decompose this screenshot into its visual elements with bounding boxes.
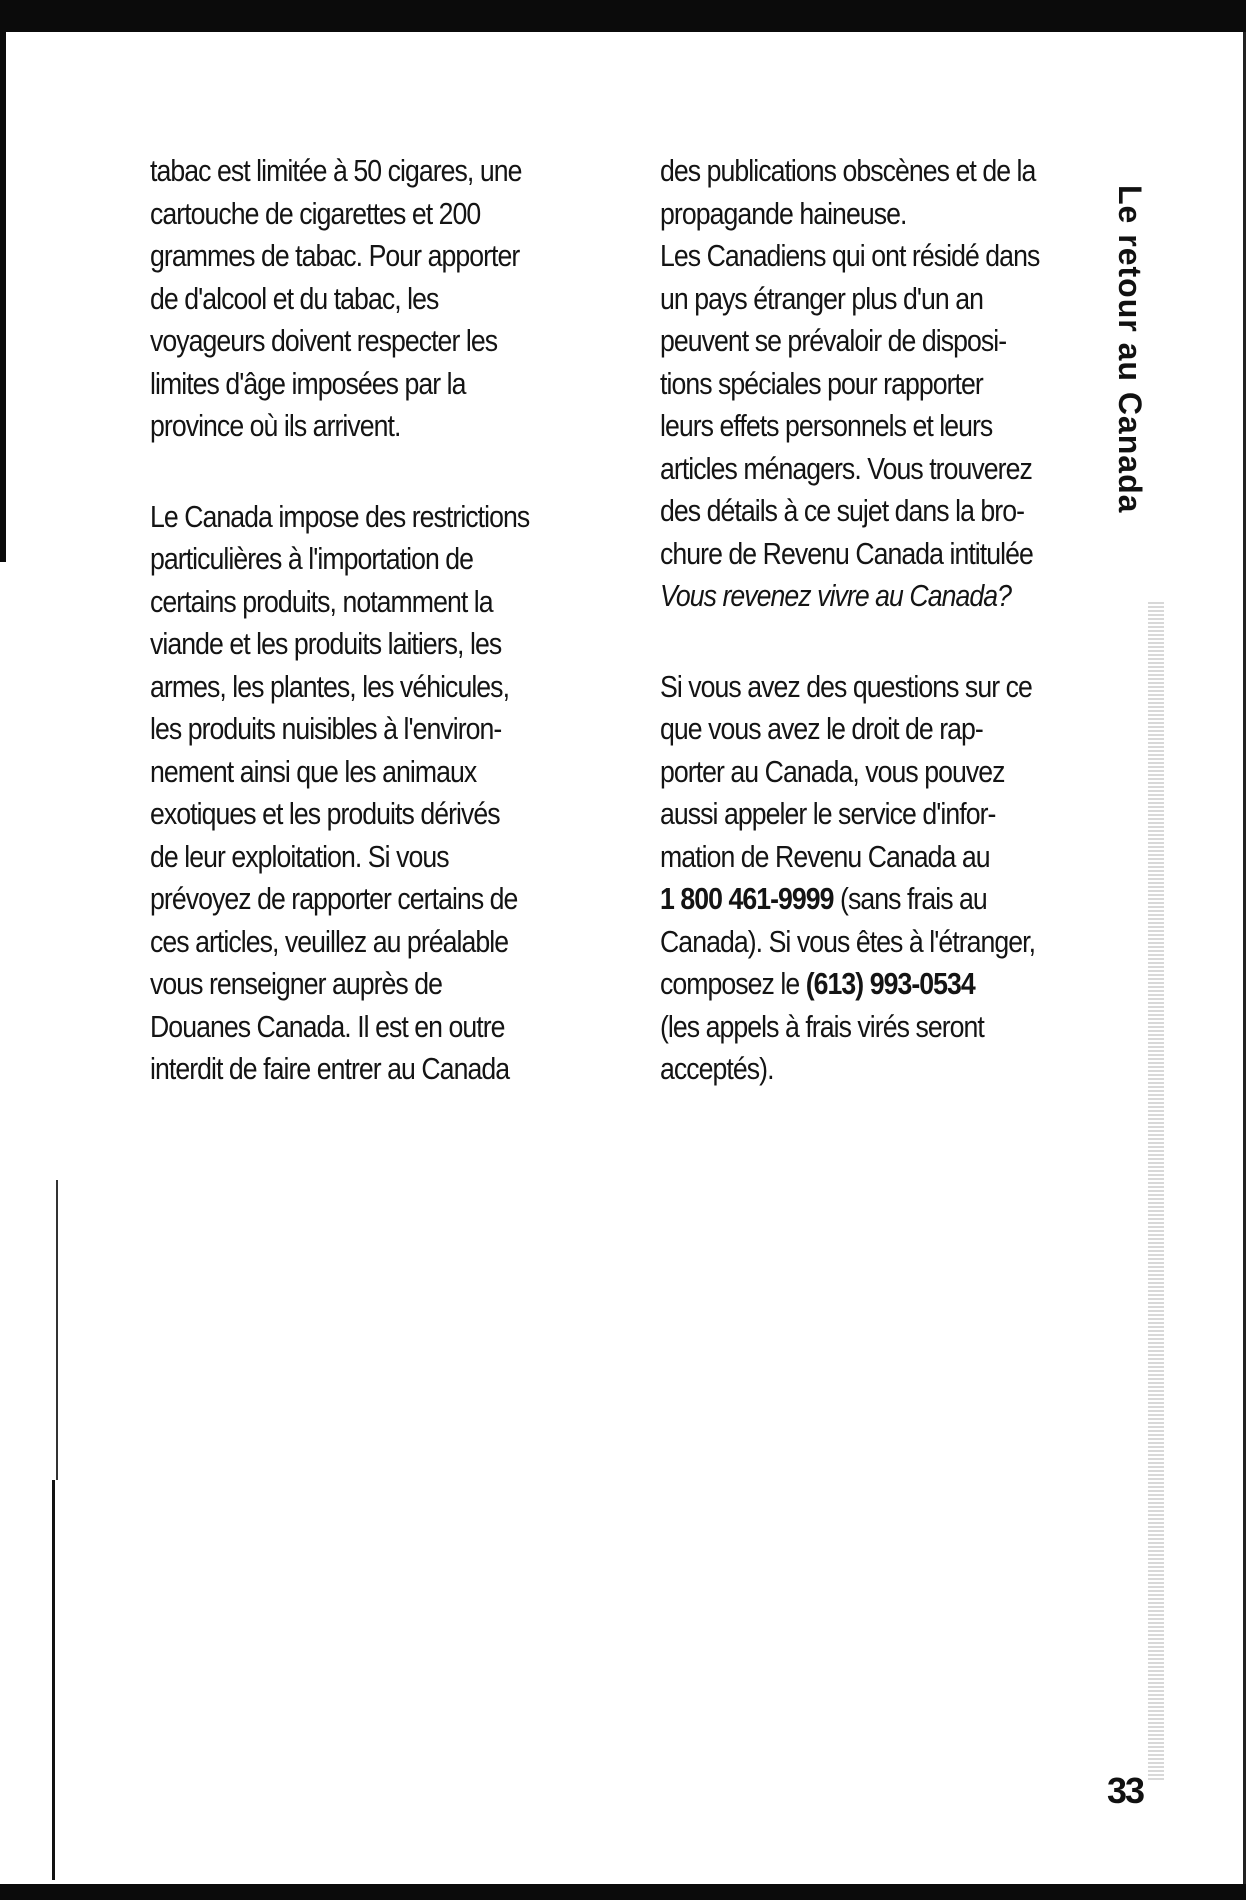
paragraph-returning-residents	[660, 150, 1167, 618]
right-text-column	[660, 150, 1167, 1091]
info-service-text: Si vous avez des questions sur ce que vous avez le droit de rap- porter au Canada, vous pouvez aussi appeler le service d'infor- mation de Revenu Canada au	[660, 668, 1032, 874]
toll-free-phone-number: 1 800 461-9999	[660, 881, 834, 916]
info-service-text-3: (les appels à frais virés seront acceptés).	[660, 1008, 984, 1086]
abroad-phone-number: (613) 993-0534	[805, 966, 975, 1001]
paragraph-info-service	[660, 666, 1167, 1091]
section-side-title: Le retour au Canada	[1112, 185, 1148, 514]
paragraph-import-restrictions: Le Canada impose des restrictions particulières à l'importation de certains produits, notamment la viande et les produits laitiers, les armes, les plantes, les véhicules, les produits nuisibles à l'environ- nement ainsi que les animaux exotiques et les produits dérivés de leur exploitation. Si vous prévoyez de rapporter certains de ces articles, veuillez au préalable vous renseigner auprès de Douanes Canada. Il est en outre interdit de faire entrer au Canada	[150, 498, 530, 1086]
page-number: 33	[1107, 1770, 1144, 1811]
binding-line-upper	[56, 1180, 58, 1480]
brochure-title: Vous revenez vivre au Canada?	[660, 578, 1011, 613]
info-service-text-2: (sans frais au Canada). Si vous êtes à l'étranger, composez le	[660, 881, 1036, 1001]
returning-residents-text: des publications obscènes et de la propagande haineuse. Les Canadiens qui ont résidé dans un pays étranger plus d'un an peuvent se prévaloir de disposi- tions spéciales pour rapporter leurs effets personnels et leurs articles ménagers. Vous trouverez des détails à ce sujet dans la bro- chure de Revenu Canada intitulée	[660, 153, 1040, 571]
scan-bottom-border	[0, 1884, 1246, 1900]
binding-line	[52, 1480, 55, 1880]
left-text-column	[150, 150, 632, 1091]
side-tab-stripe	[1148, 600, 1164, 1780]
paragraph-tobacco-limits: tabac est limitée à 50 cigares, une cartouche de cigarettes et 200 grammes de tabac. Pour apporter de d'alcool et du tabac, les voyageurs doivent respecter les limites d'âge imposées par la province où ils arrivent.	[150, 153, 522, 443]
scan-top-border	[0, 0, 1246, 32]
scan-left-border	[0, 32, 6, 562]
